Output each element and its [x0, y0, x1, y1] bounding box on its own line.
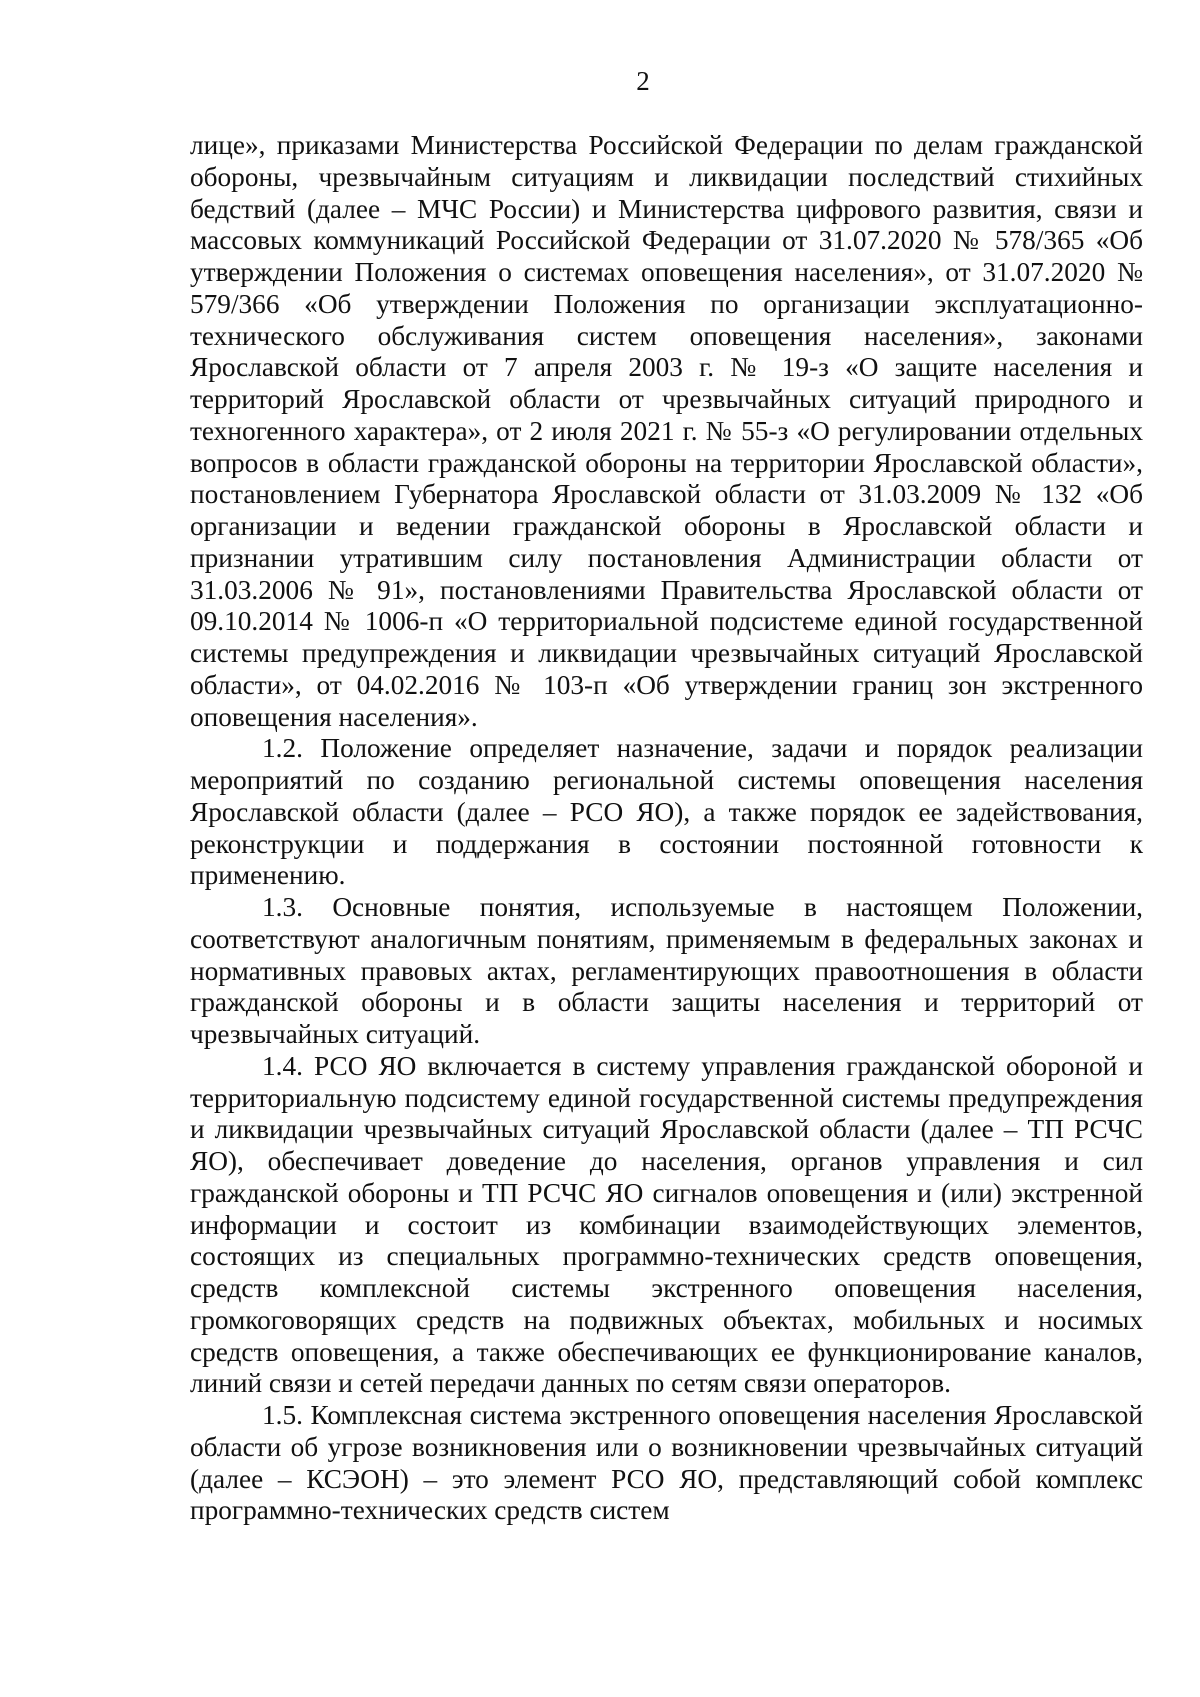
- page-number: 2: [636, 66, 650, 96]
- paragraph-continuation: лице», приказами Министерства Российской Федерации по делам гражданской обороны, чрезвычайным ситуациям и ликвидации последствий стихийных бедствий (далее – МЧС России) и Министерства цифрового развития, связи и массовых коммуникаций Российской Федерации от 31.07.2020 № 578/365 «Об утверждении Положения о системах оповещения населения», от 31.07.2020 № 579/366 «Об утверждении Положения по организации эксплуатационно-технического обслуживания систем оповещения населения», законами Ярославской области от 7 апреля 2003 г. № 19-з «О защите населения и территорий Ярославской области от чрезвычайных ситуаций природного и техногенного характера», от 2 июля 2021 г. № 55-з «О регулировании отдельных вопросов в области гражданской обороны на территории Ярославской области», постановлением Губернатора Ярославской области от 31.03.2009 № 132 «Об организации и ведении гражданской обороны в Ярославской области и признании утратившим силу постановления Администрации области от 31.03.2006 № 91», постановлениями Правительства Ярославской области от 09.10.2014 № 1006-п «О территориальной подсистеме единой государственной системы предупреждения и ликвидации чрезвычайных ситуаций Ярославской области», от 04.02.2016 № 103-п «Об утверждении границ зон экстренного оповещения населения».: [190, 130, 1143, 732]
- paragraph-1-3: 1.3. Основные понятия, используемые в настоящем Положении, соответствуют аналогичным понятиям, применяемым в федеральных законах и нормативных правовых актах, регламентирующих правоотношения в области гражданской обороны и в области защиты населения и территорий от чрезвычайных ситуаций.: [190, 892, 1143, 1049]
- paragraph-1-4: 1.4. РСО ЯО включается в систему управления гражданской обороной и территориальную подсистему единой государственной системы предупреждения и ликвидации чрезвычайных ситуаций Ярославской области (далее – ТП РСЧС ЯО), обеспечивает доведение до населения, органов управления и сил гражданской обороны и ТП РСЧС ЯО сигналов оповещения и (или) экстренной информации и состоит из комбинации взаимодействующих элементов, состоящих из специальных программно-технических средств оповещения, средств комплексной системы экстренного оповещения населения, громкоговорящих средств на подвижных объектах, мобильных и носимых средств оповещения, а также обеспечивающих ее функционирование каналов, линий связи и сетей передачи данных по сетям связи операторов.: [190, 1050, 1143, 1399]
- paragraph-1-2: 1.2. Положение определяет назначение, задачи и порядок реализации мероприятий по созданию региональной системы оповещения населения Ярославской области (далее – РСО ЯО), а также порядок ее задействования, реконструкции и поддержания в состоянии постоянной готовности к применению.: [190, 733, 1143, 891]
- paragraph-1-5: 1.5. Комплексная система экстренного оповещения населения Ярославской области об угрозе возникновения или о возникновении чрезвычайных ситуаций (далее – КСЭОН) – это элемент РСО ЯО, представляющий собой комплекс программно-технических средств систем: [190, 1400, 1143, 1526]
- document-body: [190, 130, 1143, 1527]
